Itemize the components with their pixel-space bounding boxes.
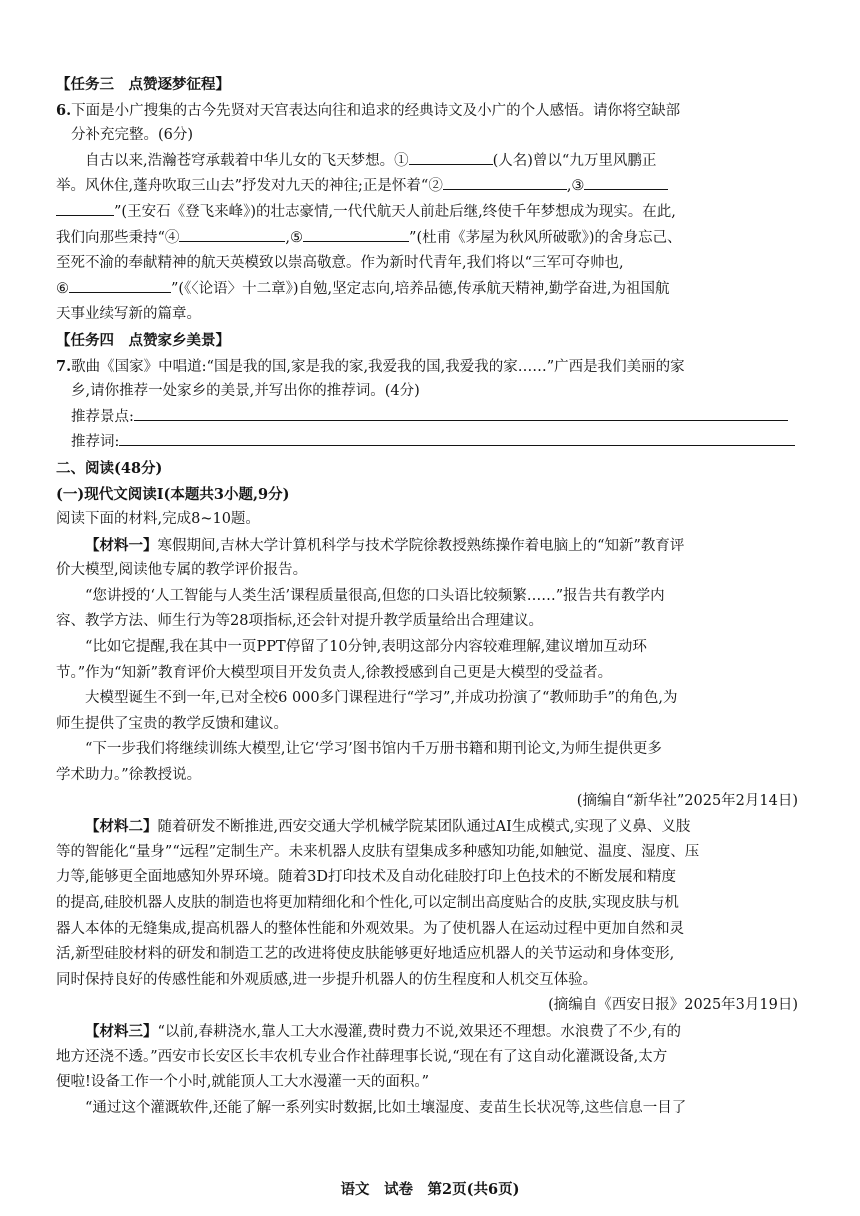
material-1-line5: “比如它提醒,我在其中一页PPT停留了10分钟,表明这部分内容较难理解,建议增加互动环 [85,639,647,656]
material-1-line1: 【材料一】寒假期间,吉林大学计算机科学与技术学院徐教授熟练操作着电脑上的“知新”教育评 [85,536,685,554]
material-1-line6: 节。”作为“知新”教育评价大模型项目开发负责人,徐教授感到自己更是大模型的受益者。 [56,664,613,681]
material-3-line2: 地方还浇不透。”西安市长安区长丰农机专业合作社薛理事长说,“现在有了这自动化灌溉设备,太方 [56,1048,668,1065]
material-2-tag: 【材料二】 [85,818,158,836]
q7-number: 7. [56,357,72,375]
reading-section-title: 二、阅读(48分) [56,459,163,477]
material-3-tag: 【材料三】 [85,1022,158,1040]
q6-text-line1: 下面是小广搜集的古今先贤对天宫表达向往和追求的经典诗文及小广的个人感悟。请你将空缺部 [71,102,681,119]
material-1-line7: 大模型诞生不到一年,已对全校6 000多门课程进行“学习”,并成功扮演了“教师助手”的角色,为 [85,690,678,707]
q6-passage-line6: ⑥ ”(《〈论语〉十二章》)自勉,坚定志向,培养品德,传承航天精神,勤学奋进,为祖国航 [56,277,804,303]
material-2-line1: 【材料二】随着研发不断推进,西安交通大学机械学院某团队通过AI生成模式,实现了义鼻、义肢 [85,818,691,836]
recommend-words-answer-line[interactable] [119,430,795,446]
blank-5[interactable] [303,226,409,242]
question-7 [56,354,804,380]
material-3-line3: 便啦!设备工作一个小时,就能顶人工大水漫灌一天的面积。” [56,1074,430,1091]
material-2-line5: 器人本体的无缝集成,提高机器人的整体性能和外观效果。为了使机器人在运动过程中更加自然和灵 [56,920,685,937]
material-1-line2: 价大模型,阅读他专属的教学评价报告。 [56,562,308,579]
material-1-line9: “下一步我们将继续训练大模型,让它‘学习’图书馆内千万册书籍和期刊论文,为师生提供更多 [85,741,662,758]
q7-text-line2: 乡,请你推荐一处家乡的美景,并写出你的推荐词。(4分) [71,383,420,400]
q6-text-line2: 分补充完整。(6分) [71,127,194,144]
task4-heading: 【任务四 点赞家乡美景】 [56,331,230,349]
material-2-source: (摘编自《西安日报》2025年3月19日) [548,997,798,1014]
material-1-tag: 【材料一】 [85,536,158,554]
q6-passage-line5: 至死不渝的奉献精神的航天英模致以崇高敬意。作为新时代青年,我们将以“三军可夺帅也, [56,255,624,272]
task3-heading: 【任务三 点赞逐梦征程】 [56,76,230,93]
material-1-source: (摘编自“新华社”2025年2月14日) [576,792,798,809]
blank-4[interactable] [179,226,285,242]
q6-passage-line1: 自古以来,浩瀚苍穹承载着中华儿女的飞天梦想。① (人名)曾以“九万里风鹏正 [56,149,804,175]
q7-text-line1: 歌曲《国家》中唱道:“国是我的国,家是我的家,我爱我的国,我爱我的家……”广西是我们美丽的家 [71,358,685,375]
material-3-line1: 【材料三】“以前,春耕浇水,靠人工大水漫灌,费时费力不说,效果还不理想。水浪费了不少,有的 [85,1022,681,1040]
material-1-line3: “您讲授的‘人工智能与人类生活’课程质量很高,但您的口头语比较频繁……”报告共有教学内 [85,587,665,604]
recommend-words-label: 推荐词: [71,434,120,451]
q6-passage-line4: 我们向那些秉持“④ ,⑤ ”(杜甫《茅屋为秋风所破歌》)的舍身忘己、 [56,226,804,252]
blank-1[interactable] [409,149,493,165]
recommend-spot-label: 推荐景点: [71,408,134,425]
recommend-spot-row [56,405,804,431]
q6-passage-line7: 天事业续写新的篇章。 [56,306,201,323]
page-footer: 语文 试卷 第2页(共6页) [340,1181,520,1198]
q6-passage-line3: ”(王安石《登飞来峰》)的壮志豪情,一代代航天人前赴后继,终使千年梦想成为现实。在此, [56,200,804,226]
material-1-line10: 学术助力。”徐教授说。 [56,767,202,784]
material-3-line4: “通过这个灌溉软件,还能了解一系列实时数据,比如土壤湿度、麦苗生长状况等,这些信息一目了 [85,1099,687,1116]
material-2-line7: 同时保持良好的传感性能和外观质感,进一步提升机器人的仿生程度和人机交互体验。 [56,971,598,988]
recommend-spot-answer-line[interactable] [134,405,788,421]
blank-3a[interactable] [584,174,668,190]
recommend-words-row [56,430,804,456]
q6-number: 6. [56,101,72,119]
material-2-line3: 力等,能够更全面地感知外界环境。随着3D打印技术及自动化硅胶打印上色技术的不断发展和精度 [56,869,676,886]
blank-6[interactable] [69,277,171,293]
q6-passage-line2: 举。风休住,蓬舟吹取三山去”抒发对九天的神往;正是怀着“② ,③ [56,174,804,200]
material-2-line4: 的提高,硅胶机器人皮肤的制造也将更加精细化和个性化,可以定制出高度贴合的皮肤,实现皮肤与机 [56,895,679,911]
reading-instruction: 阅读下面的材料,完成8~10题。 [56,511,260,528]
question-6 [56,98,804,124]
material-2-line2: 等的智能化“量身”“远程”定制生产。未来机器人皮肤有望集成多种感知功能,如触觉、温度、湿度、压 [56,843,700,860]
material-2-line6: 活,新型硅胶材料的研发和制造工艺的改进将使皮肤能够更好地适应机器人的关节运动和身体变形, [56,946,675,963]
reading-subsection-title: (一)现代文阅读Ⅰ(本题共3小题,9分) [56,485,290,503]
material-1-line4: 容、教学方法、师生行为等28项指标,还会针对提升教学质量给出合理建议。 [56,613,544,630]
material-1-line8: 师生提供了宝贵的教学反馈和建议。 [56,715,288,732]
blank-3b[interactable] [56,200,114,216]
blank-2[interactable] [443,174,567,190]
